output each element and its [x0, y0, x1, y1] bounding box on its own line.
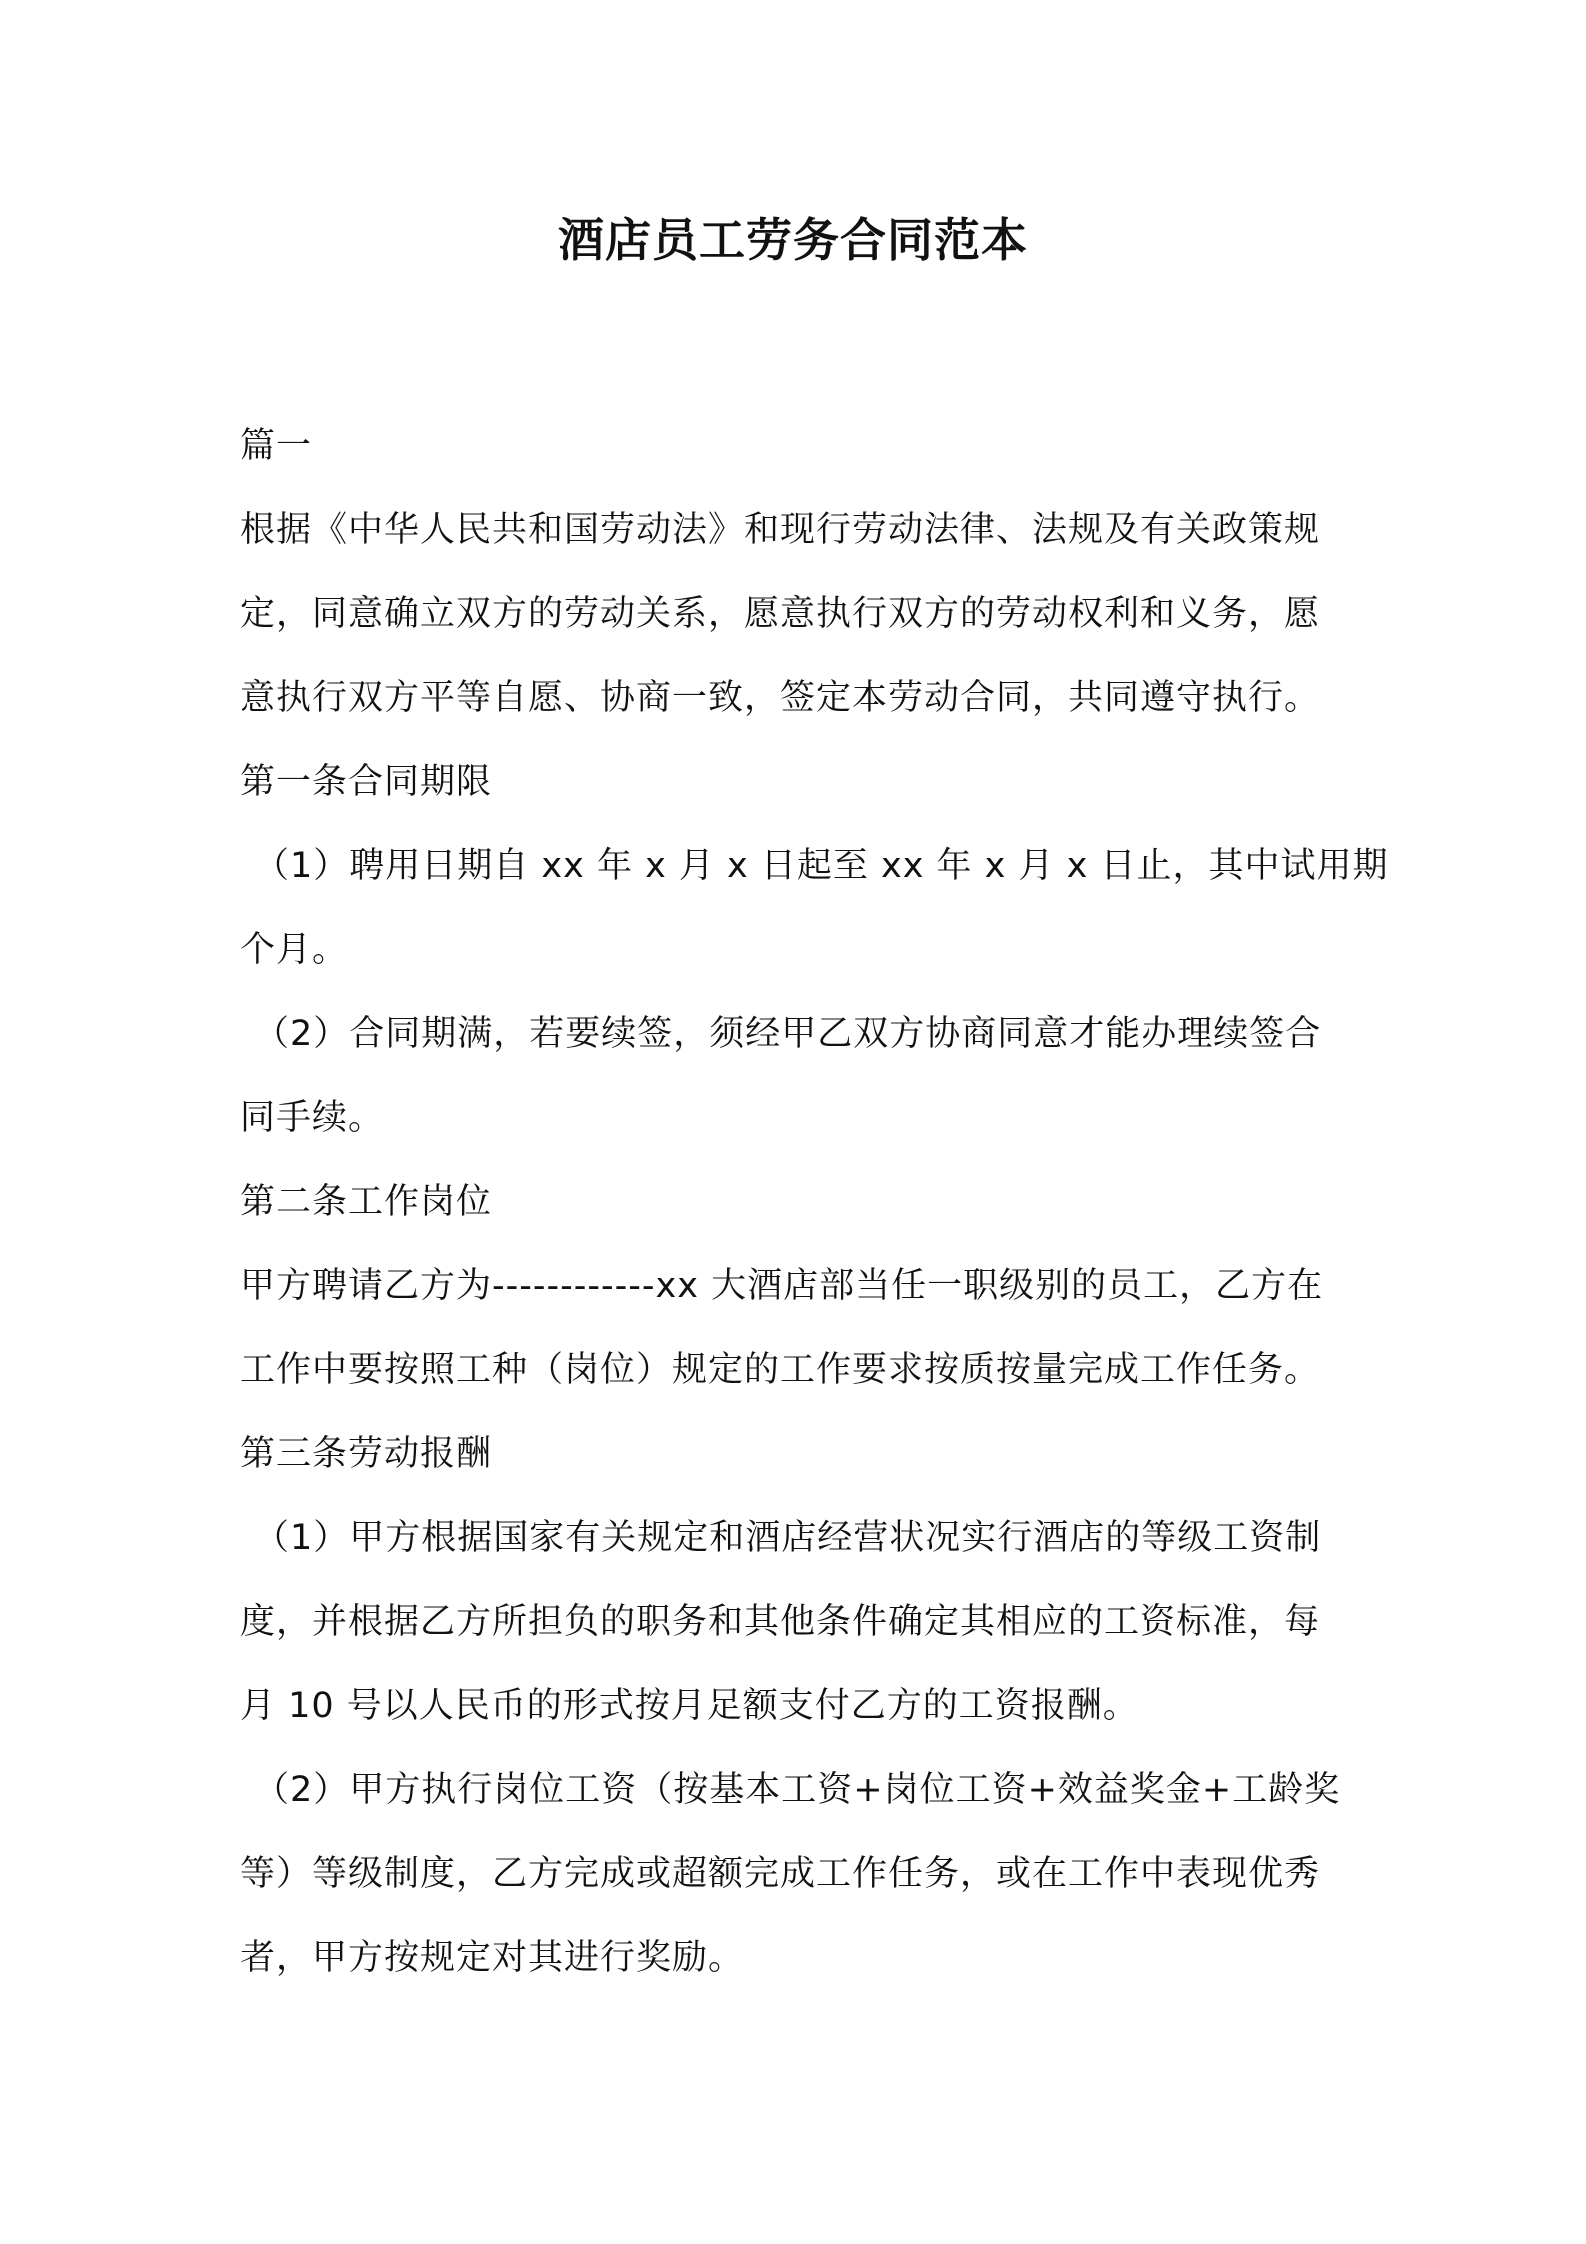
paragraph-line: 等）等级制度，乙方完成或超额完成工作任务，或在工作中表现优秀	[240, 1854, 1321, 1894]
article-heading: 第一条合同期限	[240, 762, 493, 802]
paragraph-line: 个月。	[240, 930, 349, 970]
document-body	[240, 404, 1389, 2000]
paragraph-line: 甲方聘请乙方为------------xx 大酒店部当任一职级别的员工，乙方在	[240, 1266, 1324, 1306]
paragraph-line: 度，并根据乙方所担负的职务和其他条件确定其相应的工资标准，每	[240, 1602, 1321, 1642]
paragraph-line: 根据《中华人民共和国劳动法》和现行劳动法律、法规及有关政策规	[240, 510, 1321, 550]
paragraph-line: 定，同意确立双方的劳动关系，愿意执行双方的劳动权利和义务，愿	[240, 594, 1321, 634]
section-heading: 篇一	[240, 426, 313, 466]
paragraph-line: 工作中要按照工种（岗位）规定的工作要求按质按量完成工作任务。	[240, 1350, 1321, 1390]
paragraph-line: 月 10 号以人民币的形式按月足额支付乙方的工资报酬。	[240, 1686, 1139, 1726]
paragraph-line: （2）甲方执行岗位工资（按基本工资+岗位工资+效益奖金+工龄奖	[254, 1770, 1341, 1810]
paragraph-line: （1）甲方根据国家有关规定和酒店经营状况实行酒店的等级工资制	[254, 1518, 1322, 1558]
paragraph-line: 意执行双方平等自愿、协商一致，签定本劳动合同，共同遵守执行。	[240, 678, 1321, 718]
paragraph-line: 者，甲方按规定对其进行奖励。	[240, 1938, 745, 1978]
paragraph-line: （1）聘用日期自 xx 年 x 月 x 日起至 xx 年 x 月 x 日止，其中试用期	[254, 846, 1389, 886]
article-heading: 第三条劳动报酬	[240, 1434, 493, 1474]
paragraph-line: 同手续。	[240, 1098, 385, 1138]
paragraph-line: （2）合同期满，若要续签，须经甲乙双方协商同意才能办理续签合	[254, 1014, 1322, 1054]
article-heading: 第二条工作岗位	[240, 1182, 493, 1222]
document-title: 酒店员工劳务合同范本	[558, 213, 1028, 267]
